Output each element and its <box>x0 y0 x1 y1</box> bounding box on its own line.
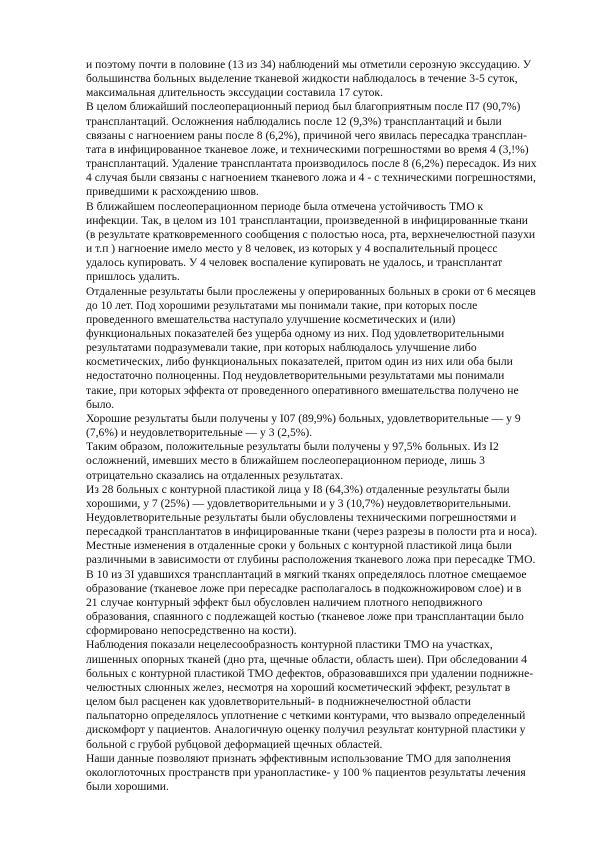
paragraph-contour-plasty-results: Из 28 больных с контурной пластикой лица у I8 (64,3%) отдаленные результаты были хорошими, у 7 (25%) — удовлетворительными и у 3 (10,7%) неудовлетворительными. <box>86 482 512 510</box>
paragraph-local-changes: Местные изменения в отдаленные сроки у больных с контурной пластикой лица были различными в зависимости от глубины расположения тканевого ложа при пересадке ТМО. <box>86 539 536 567</box>
paragraph-postoperative-period: В целом ближайший послеоперационный период был благоприятным после П7 (90,7%) трансплантаций. Осложнения наблюдались после 12 (9,3%) трансплантаций и были связаны с нагноением раны после 8 (6,2%), причиной чего явилась пересадка трансплан- тата в инфицированное тканевое ложе, и техническими погрешностями во время 4 (3,!%) трансплантаций. Удаление трансплантата производилось после 8 (6,2%) пересадок. Из них 4 случая были связаны с нагноением тканевого ложа и 4 - с техническими погрешностями, приведшими к расхождению швов. <box>86 100 537 199</box>
paragraph-observations: Наблюдения показали нецелесообразность контурной пластики ТМО на участках, лишенных опорных тканей (дно рта, щечные области, область шеи). При обследовании 4 больных с контурной пластикой ТМО дефектов, образовавшихся при удалении поднижне- челюстных слюнных желез, несмотря на хороший косметический эффект, результат в целом был расценен как удовлетворительный- в поднижнечелюстной области пальпаторно определялось уплотнение с четкими контурами, что вызвало определенный дискомфорт у пациентов. Аналогичную оценку получил результат контурной пластики у больной с грубой рубцовой деформацией щечных областей. <box>86 638 534 751</box>
paragraph-conclusion: Наши данные позволяют признать эффективным использование ТМО для заполнения окологлоточных пространств при уранопластике- у 100 % пациентов результаты лечения были хорошими. <box>86 751 526 793</box>
paragraph-unsatisfactory-causes: Неудовлетворительные результаты были обусловлены техническими погрешностями и пересадкой трансплантатов в инфицированные ткани (через разрезы в полости рта и носа). <box>86 511 538 539</box>
paragraph-soft-tissue-findings: В 10 из 3I удавшихся трансплантаций в мягкий тканях определялось плотное смещаемое образование (тканевое ложе при пересадке располагалось в подкожножировом слое) и в 21 случае контурный эффект был обусловлен наличием плотного неподвижного образования, спаянного с подлежащей костью (тканевое ложе при трансплантации было сформировано непосредственно на кости). <box>86 567 527 638</box>
paragraph-long-term-criteria: Отдаленные результаты были прослежены у оперированных больных в сроки от 6 месяцев до 10 лет. Под хорошими результатами мы понимали такие, при которых после проведенного вмешательства наступало улучшение косметических и (или) функциональных показателей без ущерба одному из них. Под удовлетворительными результатами подразумевали такие, при которых наблюдалось улучшение либо косметических, либо функциональных показателей, притом один из них или оба были недостаточно полноценны. Под неудовлетворительными результатами мы понимали такие, при которых эффекта от проведенного оперативного вмешательства получено не было. <box>86 284 536 411</box>
paragraph-good-results: Хорошие результаты были получены у I07 (89,9%) больных, удовлетворительные — у 9 (7,6%) и неудовлетворительные — у 3 (2,5%). <box>86 411 521 440</box>
paragraph-positive-results: Таким образом, положительные результаты были получены у 97,5% больных. Из I2 осложнений, имевших место в ближайшем послеоперационном периоде, лишь 3 отрицательно сказались на отдаленных результатах. <box>86 440 499 482</box>
paragraph-exudation: и поэтому почти в половине (13 из 34) наблюдений мы отметили серозную экссудацию. У большинства больных выделение тканевой жидкости наблюдалось в течение 3-5 суток, максимальная длительность экссудации составила 17 суток. <box>86 58 532 100</box>
paragraph-infection-resistance: В ближайшем послеоперационном периоде была отмечена устойчивость ТМО к инфекции. Так, в целом из 101 трансплантации, произведенной в инфицированные ткани (в результате кратковременного сообщения с полостью носа, рта, верхнечелюстной пазухи и т.п ) нагноение имело место у 8 человек, из которых у 4 воспалительный процесс удалось купировать. У 4 человек воспаление купировать не удалось, и трансплантат пришлось удалить. <box>86 199 536 284</box>
document-page <box>86 58 566 794</box>
